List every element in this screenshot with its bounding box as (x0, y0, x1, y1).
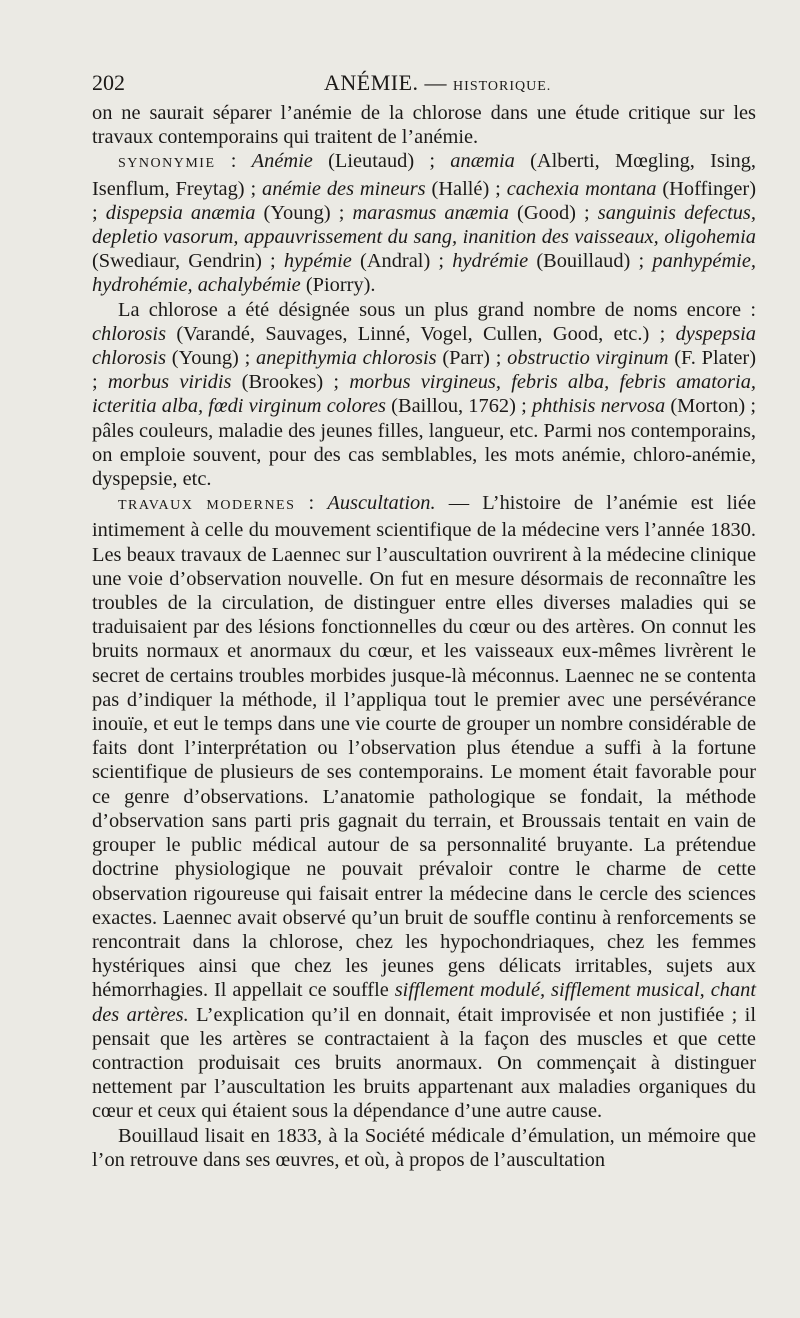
italic-term: marasmus anæmia (352, 201, 509, 224)
text-run: (F. Plater) ; (92, 347, 756, 394)
text-run: (Swediaur, Gendrin) ; (92, 250, 284, 273)
section-label-travaux: TRAVAUX MODERNES (118, 498, 296, 514)
text-run: (Hoffinger) ; (92, 177, 756, 224)
text-run: — L’histoire de l’anémie est liée intimement à celle du mouvement scientifique de la médecine vers l’année 1830. Les beaux travaux de Laennec sur l’auscultation ouvrirent à la médecine clinique une voie d’observation nouvelle. On fut en mesure désormais de reconnaître les troubles de la circulation, de distinguer entre elles diverses maladies qui se traduisaient par des lésions fonctionnelles du cœur ou des artères. On connut les bruits normaux et anormaux du cœur, et les vaisseaux eux-mêmes livrèrent le secret de certains troubles morbides jusque-là méconnus. Laennec ne se contenta pas d’indiquer la méthode, il l’appliqua tout le premier avec une persévérance inouïe, et eut le temps dans une vie courte de grouper un nombre considérable de faits dont l’interprétation ou l’observation plus étendue a suffi à la fortune scientifique de plusieurs de ses contemporains. Le moment était favorable pour ce genre d’observations. L’anatomie pathologique se fondait, la méthode d’observation sans parti pris gagnait du terrain, et Broussais tentait en vain de grouper le public médical autour de sa personnalité bruyante. La prétendue doctrine physiologique ne pouvait prévaloir contre le charme de cette observation rigoureuse qui faisait entrer la médecine dans le cercle des sciences exactes. Laennec avait observé qu’un bruit de souffle continu à renforcements se rencontrait dans la chlorose, chez les hypochondriaques, chez les femmes hystériques ainsi que chez les jeunes gens délicats irritables, sujets aux hémorrhagies. Il appellait ce souffle (92, 492, 756, 1002)
running-title-sub: HISTORIQUE. (453, 79, 552, 94)
italic-term: morbus viridis (107, 371, 232, 394)
paragraph-synonymie (92, 149, 756, 297)
paragraph-travaux-modernes (92, 491, 756, 1123)
italic-term: anémie des mineurs (262, 177, 426, 200)
running-title-main: ANÉMIE. — (324, 70, 454, 95)
text-run: (Parr) ; (436, 347, 508, 370)
italic-term: dispepsia anæmia (105, 201, 256, 224)
text-run: L’explication qu’il en donnait, était improvisée et non justifiée ; il pensait que les artères se contractaient à la façon des muscles et que cette contraction produisait ces bruits anormaux. On commençait à distinguer nettement par l’auscultation les bruits appartenant aux maladies organiques du cœur et ceux qui étaient sous la dépendance d’une autre cause. (92, 1003, 756, 1123)
italic-term: hydrémie (452, 250, 529, 273)
text-run: (Good) ; (508, 201, 598, 224)
paragraph-bouillaud: Bouillaud lisait en 1833, à la Société médicale d’émulation, un mémoire que l’on retrouve dans ses œuvres, et où, à propos de l’auscultation (92, 1124, 756, 1171)
text-run: (Piorry). (300, 274, 376, 297)
italic-term: chlorosis (92, 322, 167, 345)
page-number: 202 (92, 70, 125, 95)
italic-term: anæmia (450, 150, 515, 173)
running-title (324, 70, 551, 96)
italic-term: panhypémie, hydrohémie, achalybémie (92, 250, 756, 297)
body-text (92, 101, 756, 1172)
text-run: (Hallé) ; (425, 177, 507, 200)
italic-term: Auscultation. (327, 492, 436, 515)
italic-term: hypémie (283, 250, 352, 273)
text-run: La chlorose a été désignée sous un plus grand nombre de noms encore : (118, 298, 756, 321)
italic-term: phthisis nervosa (531, 395, 666, 418)
text-run: (Andral) ; (351, 250, 453, 273)
text-run: (Lieutaud) ; (312, 150, 451, 173)
text-run: (Morton) ; pâles couleurs, maladie des jeunes filles, langueur, etc. Parmi nos contemporains, on emploie souvent, pour des cas semblables, les mots anémie, chloro-anémie, dyspepsie, etc. (92, 395, 756, 491)
paragraph-chlorose (92, 298, 756, 492)
paragraph-intro: on ne saurait séparer l’anémie de la chlorose dans une étude critique sur les travaux contemporains qui traitent de l’anémie. (92, 102, 756, 149)
italic-term: sifflement modulé, sifflement musical, chant des artères. (92, 979, 756, 1026)
italic-term: sanguinis defectus, depletio vasorum, appauvrissement du sang, inanition des vaisseaux, oligohemia (92, 201, 756, 249)
italic-term: morbus virgineus, febris alba, febris amatoria, icteritia alba, fœdi virginum colores (92, 371, 756, 418)
italic-term: anepithymia chlorosis (256, 347, 437, 370)
text-run: (Young) ; (166, 347, 257, 370)
italic-term: dyspepsia chlorosis (92, 322, 756, 370)
text-run: : (215, 150, 252, 173)
text-run: (Baillou, 1762) ; (385, 395, 532, 418)
italic-term: cachexia montana (506, 177, 657, 200)
italic-term: obstructio virginum (507, 347, 669, 370)
text-run: (Bouillaud) ; (528, 250, 653, 273)
text-run: (Alberti, Mœgling, Ising, Isenflum, Freytag) ; (92, 150, 757, 200)
text-run: (Young) ; (255, 201, 353, 224)
text-run: : (295, 492, 328, 515)
text-run: (Brookes) ; (231, 371, 350, 394)
running-header (92, 70, 756, 96)
section-label-synonymie: SYNONYMIE (118, 156, 216, 172)
text-run: (Varandé, Sauvages, Linné, Vogel, Cullen, Good, etc.) ; (166, 322, 676, 345)
italic-term: Anémie (251, 150, 313, 173)
